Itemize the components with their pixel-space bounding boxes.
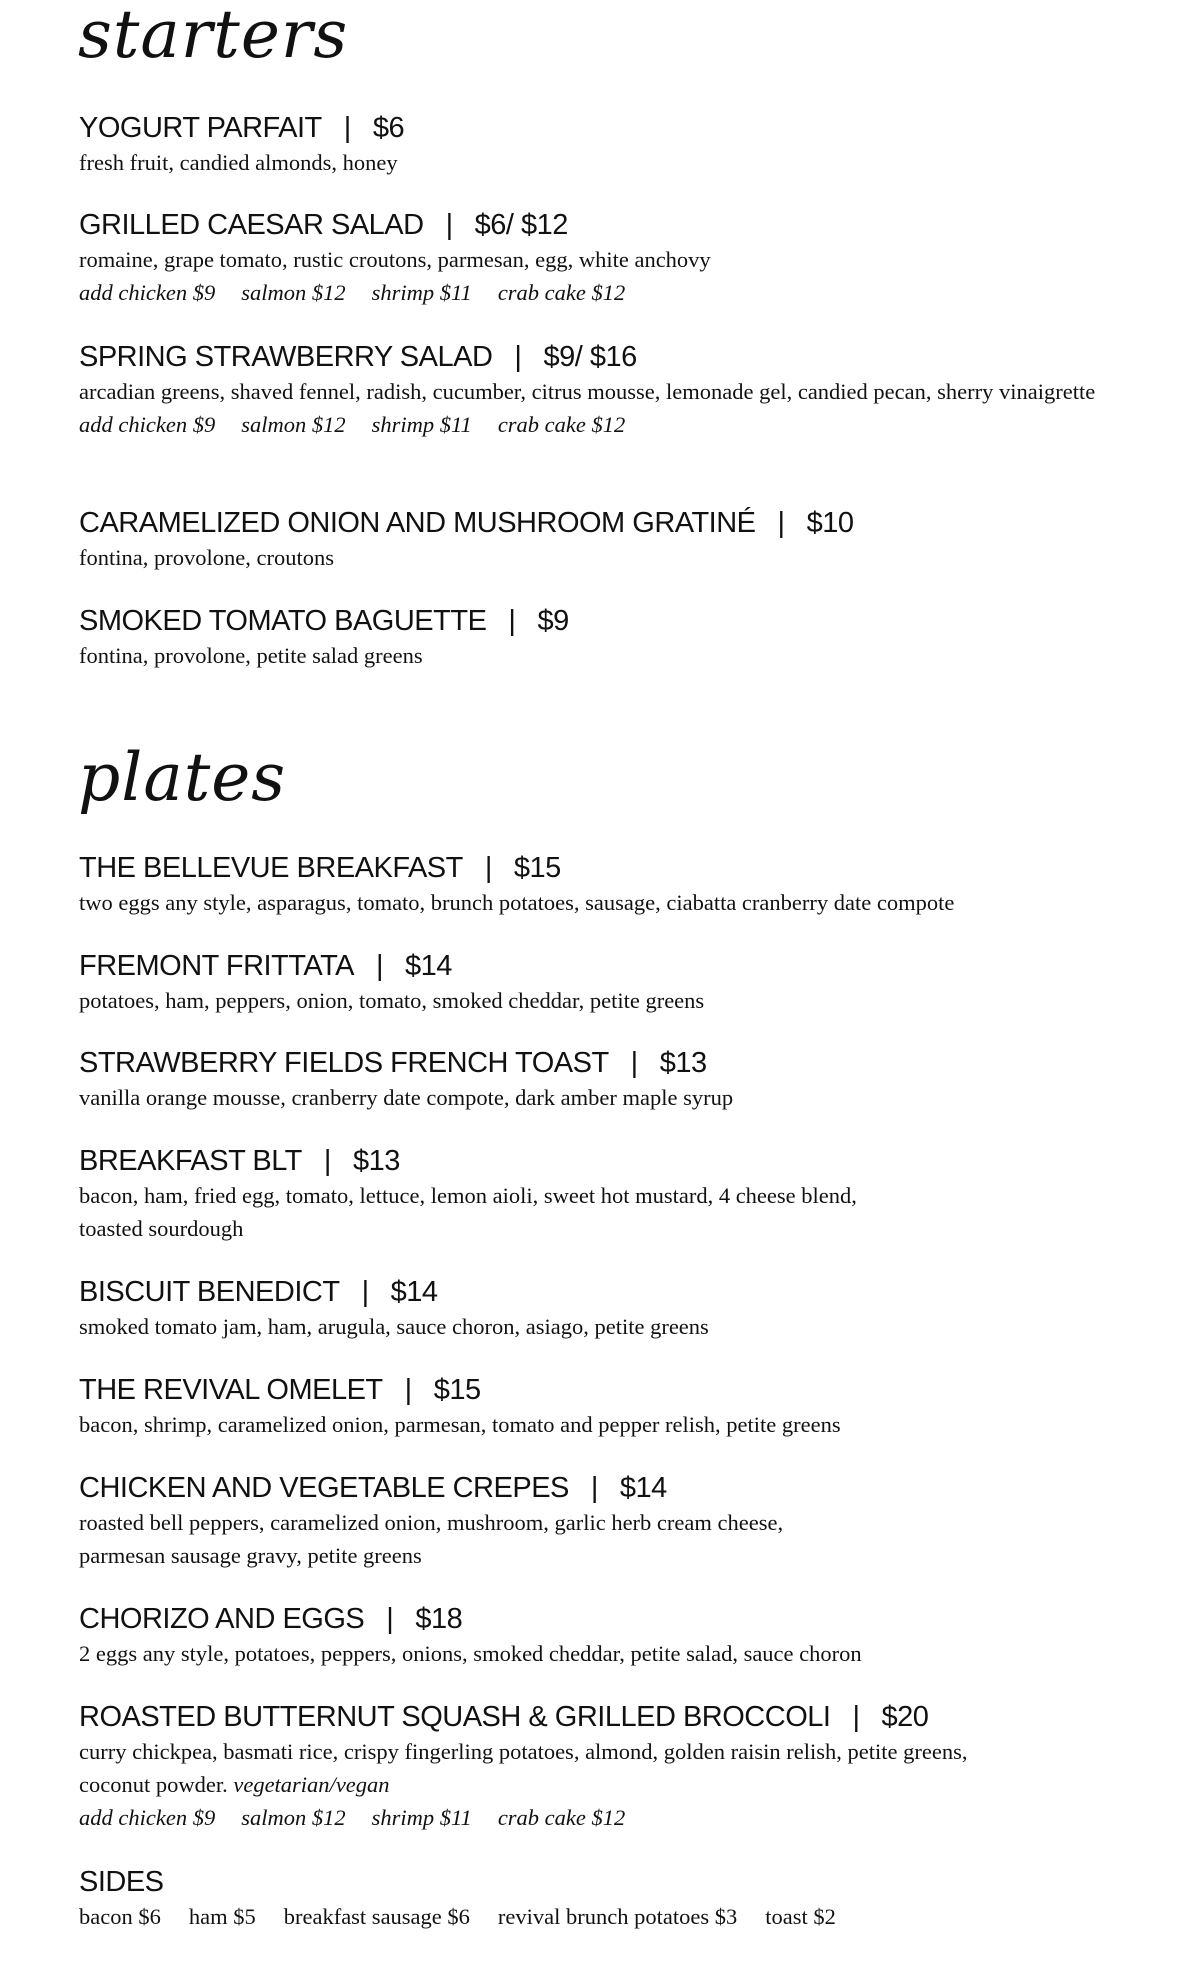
sides-title: SIDES bbox=[79, 1866, 164, 1898]
price-separator: | bbox=[508, 605, 516, 637]
item-name: YOGURT PARFAIT bbox=[79, 112, 322, 144]
item-name: BREAKFAST BLT bbox=[79, 1145, 302, 1177]
item-price: $14 bbox=[619, 1472, 667, 1504]
menu-item-yogurt-parfait bbox=[79, 110, 1179, 179]
addon-option: salmon $12 bbox=[241, 412, 346, 437]
item-price: $13 bbox=[352, 1145, 400, 1177]
item-description: potatoes, ham, peppers, onion, tomato, smoked cheddar, petite greens bbox=[79, 988, 705, 1013]
item-title bbox=[79, 850, 1179, 886]
item-title bbox=[79, 1143, 1179, 1179]
item-description-line: roasted bell peppers, caramelized onion, mushroom, garlic herb cream cheese, bbox=[79, 1510, 784, 1535]
menu-item-smoked-tomato-baguette bbox=[79, 603, 1179, 672]
menu-item-french-toast bbox=[79, 1045, 1179, 1114]
item-price: $20 bbox=[881, 1701, 929, 1733]
item-title bbox=[79, 1045, 1179, 1081]
item-name: ROASTED BUTTERNUT SQUASH & GRILLED BROCCOLI bbox=[79, 1701, 831, 1733]
addon-option: add chicken $9 bbox=[79, 412, 216, 437]
item-name: STRAWBERRY FIELDS FRENCH TOAST bbox=[79, 1047, 609, 1079]
plates-heading: plates bbox=[78, 739, 287, 816]
item-description: two eggs any style, asparagus, tomato, brunch potatoes, sausage, ciabatta cranberry date compote bbox=[79, 890, 955, 915]
addon-option: crab cake $12 bbox=[497, 412, 626, 437]
price-separator: | bbox=[376, 950, 384, 982]
item-title bbox=[79, 1470, 1179, 1506]
addon-option: salmon $12 bbox=[241, 280, 346, 305]
item-price: $9 bbox=[537, 605, 569, 637]
item-title bbox=[79, 110, 1179, 146]
item-name: THE BELLEVUE BREAKFAST bbox=[79, 852, 463, 884]
item-description-line bbox=[79, 1768, 1179, 1801]
price-separator: | bbox=[386, 1603, 394, 1635]
menu-item-onion-mushroom-gratine bbox=[79, 505, 1179, 574]
item-description-line: curry chickpea, basmati rice, crispy fingerling potatoes, almond, golden raisin relish, petite greens, bbox=[79, 1739, 968, 1764]
add-on-options bbox=[79, 1801, 1179, 1834]
item-title bbox=[79, 1601, 1179, 1637]
addon-option: salmon $12 bbox=[241, 1805, 346, 1830]
item-description-line: bacon, ham, fried egg, tomato, lettuce, lemon aioli, sweet hot mustard, 4 cheese blend, bbox=[79, 1183, 857, 1208]
item-title bbox=[79, 1274, 1179, 1310]
item-title bbox=[79, 207, 1179, 243]
side-item: ham $5 bbox=[188, 1904, 256, 1929]
side-item: bacon $6 bbox=[79, 1904, 161, 1929]
item-title bbox=[79, 1372, 1179, 1408]
item-title bbox=[79, 505, 1179, 541]
dietary-tag: vegetarian/vegan bbox=[233, 1772, 390, 1797]
item-price: $15 bbox=[513, 852, 561, 884]
item-price: $13 bbox=[659, 1047, 707, 1079]
item-name: SMOKED TOMATO BAGUETTE bbox=[79, 605, 487, 637]
addon-option: crab cake $12 bbox=[497, 1805, 626, 1830]
item-price: $10 bbox=[806, 507, 854, 539]
item-description: fontina, provolone, petite salad greens bbox=[79, 643, 423, 668]
item-name: CHORIZO AND EGGS bbox=[79, 1603, 365, 1635]
item-price: $6 bbox=[372, 112, 405, 144]
item-title bbox=[79, 603, 1179, 639]
price-separator: | bbox=[361, 1276, 369, 1308]
addon-option: add chicken $9 bbox=[79, 1805, 216, 1830]
price-separator: | bbox=[514, 341, 522, 373]
menu-item-chorizo-and-eggs bbox=[79, 1601, 1179, 1670]
item-title bbox=[79, 339, 1179, 375]
item-price: $18 bbox=[415, 1603, 463, 1635]
item-name: BISCUIT BENEDICT bbox=[79, 1276, 340, 1308]
addon-option: crab cake $12 bbox=[497, 280, 626, 305]
sides-section bbox=[79, 1864, 1179, 1933]
item-description-line: toasted sourdough bbox=[79, 1216, 244, 1241]
item-description: 2 eggs any style, potatoes, peppers, onions, smoked cheddar, petite salad, sauce choron bbox=[79, 1641, 862, 1666]
item-price: $15 bbox=[433, 1374, 481, 1406]
addon-option: shrimp $11 bbox=[371, 1805, 472, 1830]
item-title bbox=[79, 948, 1179, 984]
add-on-options bbox=[79, 408, 1179, 441]
menu-item-breakfast-blt bbox=[79, 1143, 1179, 1245]
item-price: $14 bbox=[390, 1276, 438, 1308]
addon-option: add chicken $9 bbox=[79, 280, 216, 305]
addon-option: shrimp $11 bbox=[371, 280, 472, 305]
price-separator: | bbox=[323, 1145, 331, 1177]
price-separator: | bbox=[404, 1374, 412, 1406]
price-separator: | bbox=[343, 112, 351, 144]
item-title bbox=[79, 1699, 1179, 1735]
side-item: toast $2 bbox=[765, 1904, 836, 1929]
price-separator: | bbox=[630, 1047, 638, 1079]
menu-item-fremont-frittata bbox=[79, 948, 1179, 1017]
item-description: smoked tomato jam, ham, arugula, sauce choron, asiago, petite greens bbox=[79, 1314, 709, 1339]
starters-heading: starters bbox=[78, 0, 349, 73]
description-text: coconut powder. bbox=[79, 1772, 228, 1797]
price-separator: | bbox=[777, 507, 785, 539]
side-item: breakfast sausage $6 bbox=[283, 1904, 470, 1929]
item-name: THE REVIVAL OMELET bbox=[79, 1374, 383, 1406]
addon-option: shrimp $11 bbox=[371, 412, 472, 437]
item-description: vanilla orange mousse, cranberry date compote, dark amber maple syrup bbox=[79, 1085, 734, 1110]
price-separator: | bbox=[852, 1701, 860, 1733]
menu-item-bellevue-breakfast bbox=[79, 850, 1179, 919]
item-name: CARAMELIZED ONION AND MUSHROOM GRATINÉ bbox=[79, 507, 756, 539]
menu-item-grilled-caesar-salad bbox=[79, 207, 1179, 309]
item-description: fontina, provolone, croutons bbox=[79, 545, 334, 570]
item-description: fresh fruit, candied almonds, honey bbox=[79, 150, 398, 175]
item-price: $9/ $16 bbox=[543, 341, 637, 373]
price-separator: | bbox=[445, 209, 453, 241]
item-price: $6/ $12 bbox=[474, 209, 568, 241]
item-description: romaine, grape tomato, rustic croutons, parmesan, egg, white anchovy bbox=[79, 247, 711, 272]
sides-list bbox=[79, 1900, 1179, 1933]
item-name: CHICKEN AND VEGETABLE CREPES bbox=[79, 1472, 569, 1504]
item-name: GRILLED CAESAR SALAD bbox=[79, 209, 424, 241]
menu-item-revival-omelet bbox=[79, 1372, 1179, 1441]
item-price: $14 bbox=[405, 950, 452, 982]
item-description: arcadian greens, shaved fennel, radish, cucumber, citrus mousse, lemonade gel, candied pecan, sherry vinaigrette bbox=[79, 379, 1096, 404]
item-description: bacon, shrimp, caramelized onion, parmesan, tomato and pepper relish, petite greens bbox=[79, 1412, 841, 1437]
menu-item-chicken-vegetable-crepes bbox=[79, 1470, 1179, 1572]
price-separator: | bbox=[484, 852, 492, 884]
item-description-line: parmesan sausage gravy, petite greens bbox=[79, 1543, 422, 1568]
menu-item-butternut-squash-broccoli bbox=[79, 1699, 1179, 1834]
item-name: SPRING STRAWBERRY SALAD bbox=[79, 341, 493, 373]
menu-item-biscuit-benedict bbox=[79, 1274, 1179, 1343]
side-item: revival brunch potatoes $3 bbox=[497, 1904, 738, 1929]
price-separator: | bbox=[590, 1472, 598, 1504]
menu-item-spring-strawberry-salad bbox=[79, 339, 1179, 441]
item-name: FREMONT FRITTATA bbox=[79, 950, 354, 982]
add-on-options bbox=[79, 276, 1179, 309]
